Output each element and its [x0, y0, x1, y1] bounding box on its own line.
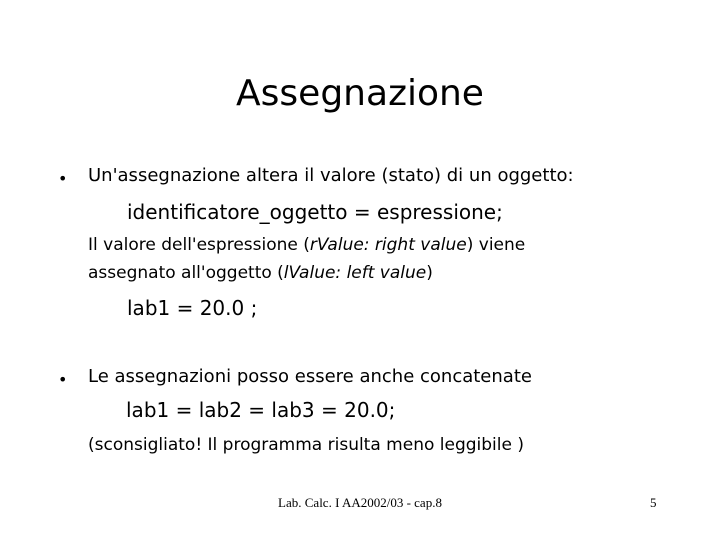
rvalue-note-before: Il valore dell'espressione (	[88, 235, 310, 255]
assignment-example: lab1 = 20.0 ;	[127, 296, 258, 320]
lvalue-note-before: assegnato all'oggetto (	[88, 263, 284, 283]
lvalue-note-after: )	[426, 263, 433, 283]
assignment-syntax: identificatore_oggetto = espressione;	[127, 200, 503, 224]
footer-course: Lab. Calc. I AA2002/03 - cap.8	[278, 495, 442, 510]
bullet-marker-2: •	[58, 370, 68, 389]
rvalue-note-after: ) viene	[466, 235, 526, 255]
chained-assignment-example: lab1 = lab2 = lab3 = 20.0;	[126, 398, 396, 422]
lvalue-note	[88, 261, 433, 285]
lvalue-note-italic: lValue: left value	[283, 263, 427, 283]
bullet-text-2: Le assegnazioni posso essere anche concatenate	[88, 366, 532, 387]
slide-title: Assegnazione	[236, 73, 484, 114]
chained-assignment-note: (sconsigliato! Il programma risulta meno leggibile )	[88, 435, 524, 455]
page-number: 5	[650, 495, 657, 510]
rvalue-note-italic: rValue: right value	[309, 235, 467, 255]
rvalue-note	[88, 233, 525, 257]
bullet-text-1: Un'assegnazione altera il valore (stato) di un oggetto:	[88, 165, 574, 186]
bullet-marker-1: •	[58, 169, 68, 188]
